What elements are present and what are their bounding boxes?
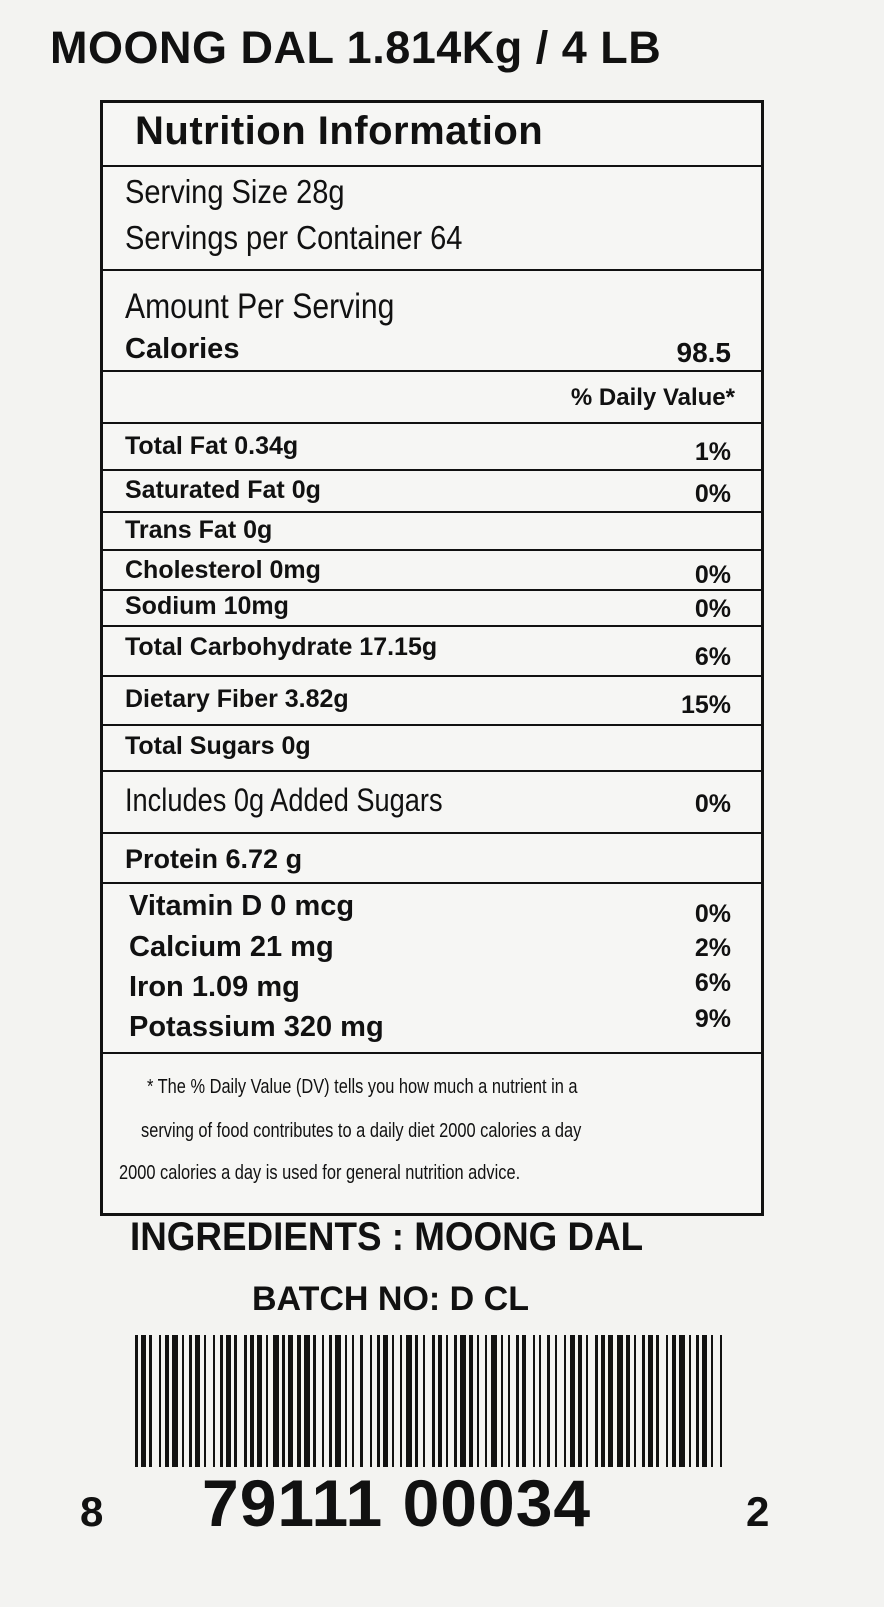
barcode-bar <box>415 1335 418 1467</box>
barcode-bar <box>564 1335 566 1467</box>
barcode-bar <box>595 1335 598 1467</box>
barcode-bar <box>423 1335 425 1467</box>
daily-value-header <box>103 372 761 424</box>
nutrient-row-total-carbohydrate <box>103 627 761 677</box>
calories-label: Calories <box>125 333 240 365</box>
footnote-line: * The % Daily Value (DV) tells you how much a nutrient in a <box>147 1076 578 1098</box>
barcode-bar <box>244 1335 247 1467</box>
barcode-bar <box>555 1335 557 1467</box>
barcode-bar <box>666 1335 668 1467</box>
nutrition-panel <box>100 100 764 1216</box>
barcode-bar <box>634 1335 636 1467</box>
barcode-bar <box>516 1335 519 1467</box>
panel-heading-row <box>103 103 761 167</box>
added-sugars-label: Includes 0g Added Sugars <box>125 782 443 818</box>
barcode-bar <box>360 1335 363 1467</box>
barcode-bar <box>392 1335 394 1467</box>
nutrient-label: Total Sugars 0g <box>125 732 311 760</box>
barcode-bar <box>257 1335 262 1467</box>
protein-label: Protein 6.72 g <box>125 844 303 874</box>
barcode-bar <box>720 1335 722 1467</box>
barcode-bar <box>432 1335 435 1467</box>
barcode-bar <box>460 1335 466 1467</box>
vitamin-d-dv: 0% <box>694 900 731 928</box>
barcode-bar <box>159 1335 161 1467</box>
barcode-bar <box>329 1335 332 1467</box>
barcode-bar <box>522 1335 526 1467</box>
product-title: MOONG DAL 1.814Kg / 4 LB <box>50 22 662 73</box>
added-sugars-dv: 0% <box>694 790 731 818</box>
barcode-bar <box>141 1335 146 1467</box>
barcode-bar <box>377 1335 380 1467</box>
barcode-bar <box>189 1335 192 1467</box>
barcode-bar <box>570 1335 575 1467</box>
panel-heading: Nutrition Information <box>135 109 544 153</box>
barcode-bar <box>226 1335 231 1467</box>
nutrient-label: Cholesterol 0mg <box>125 556 321 584</box>
nutrient-label: Total Carbohydrate 17.15g <box>125 633 438 661</box>
barcode-bar <box>149 1335 152 1467</box>
barcode-bar <box>672 1335 676 1467</box>
daily-value-heading: % Daily Value* <box>570 384 735 411</box>
barcode-bar <box>648 1335 653 1467</box>
barcode-bar <box>642 1335 645 1467</box>
barcode-bar <box>322 1335 324 1467</box>
calcium-dv: 2% <box>694 934 731 962</box>
barcode-bar <box>617 1335 623 1467</box>
nutrient-row-total-sugars <box>103 726 761 772</box>
barcode-bar <box>304 1335 310 1467</box>
barcode-bar <box>533 1335 535 1467</box>
footnote-line: serving of food contributes to a daily diet 2000 calories a day <box>141 1120 582 1142</box>
amount-per-serving: Amount Per Serving <box>125 287 395 326</box>
nutrient-dv: 1% <box>694 438 731 466</box>
vitamin-d-label: Vitamin D 0 mcg <box>129 890 355 922</box>
barcode-bar <box>370 1335 372 1467</box>
barcode-bar <box>352 1335 354 1467</box>
batch-number: BATCH NO: D CL <box>252 1280 529 1318</box>
nutrient-row-cholesterol <box>103 551 761 591</box>
barcode-bar <box>135 1335 138 1467</box>
barcode-bar <box>446 1335 448 1467</box>
barcode-bar <box>679 1335 685 1467</box>
nutrient-row-sodium <box>103 591 761 627</box>
barcode-bar <box>702 1335 707 1467</box>
barcode-bar <box>195 1335 200 1467</box>
nutrient-label: Dietary Fiber 3.82g <box>125 685 349 713</box>
barcode-bar <box>406 1335 412 1467</box>
nutrient-label: Saturated Fat 0g <box>125 476 321 504</box>
barcode-bar <box>204 1335 206 1467</box>
barcode-bar <box>485 1335 487 1467</box>
barcode-number: 79111 00034 <box>202 1466 592 1540</box>
nutrient-label: Trans Fat 0g <box>125 516 273 544</box>
serving-info <box>103 167 761 271</box>
barcode-first-digit: 8 <box>80 1488 104 1535</box>
barcode-last-digit: 2 <box>746 1488 770 1535</box>
barcode-bar <box>696 1335 699 1467</box>
barcode <box>135 1335 727 1467</box>
barcode-bar <box>345 1335 347 1467</box>
nutrient-dv: 0% <box>694 480 731 508</box>
serving-size: Serving Size 28g <box>125 173 345 210</box>
barcode-bar <box>313 1335 316 1467</box>
barcode-bar <box>454 1335 457 1467</box>
barcode-bar <box>601 1335 605 1467</box>
barcode-bar <box>608 1335 613 1467</box>
barcode-bar <box>383 1335 388 1467</box>
servings-per-container: Servings per Container 64 <box>125 219 463 256</box>
nutrient-dv: 0% <box>694 595 731 623</box>
iron-dv: 6% <box>694 969 731 997</box>
barcode-bar <box>547 1335 550 1467</box>
nutrient-row-saturated-fat <box>103 471 761 513</box>
nutrient-label: Sodium 10mg <box>125 592 289 620</box>
vitamins-minerals <box>103 884 761 1054</box>
barcode-bar <box>438 1335 442 1467</box>
nutrient-dv: 6% <box>694 643 731 671</box>
barcode-bar <box>297 1335 301 1467</box>
nutrient-dv: 0% <box>694 561 731 589</box>
nutrient-row-trans-fat <box>103 513 761 551</box>
footnote <box>103 1054 761 1216</box>
barcode-bar <box>501 1335 503 1467</box>
barcode-bar <box>578 1335 582 1467</box>
footnote-line: 2000 calories a day is used for general nutrition advice. <box>119 1162 521 1184</box>
nutrient-label: Total Fat 0.34g <box>125 432 299 460</box>
ingredients: INGREDIENTS : MOONG DAL <box>130 1215 644 1259</box>
barcode-bar <box>491 1335 497 1467</box>
barcode-bar <box>508 1335 510 1467</box>
barcode-bar <box>400 1335 402 1467</box>
barcode-bar <box>711 1335 713 1467</box>
barcode-bar <box>626 1335 630 1467</box>
barcode-bar <box>165 1335 169 1467</box>
barcode-bar <box>266 1335 268 1467</box>
calcium-label: Calcium 21 mg <box>129 931 334 963</box>
barcode-bar <box>335 1335 341 1467</box>
barcode-bar <box>250 1335 254 1467</box>
barcode-bar <box>539 1335 541 1467</box>
potassium-label: Potassium 320 mg <box>129 1011 384 1043</box>
nutrient-dv: 15% <box>680 691 731 719</box>
nutrient-row-total-fat <box>103 424 761 471</box>
barcode-bar <box>273 1335 279 1467</box>
barcode-bar <box>220 1335 223 1467</box>
nutrient-row-dietary-fiber <box>103 677 761 726</box>
barcode-bar <box>477 1335 479 1467</box>
barcode-bar <box>469 1335 473 1467</box>
barcode-bar <box>689 1335 691 1467</box>
added-sugars-row <box>103 772 761 834</box>
barcode-bar <box>172 1335 178 1467</box>
calories-section <box>103 271 761 372</box>
calories-value: 98.5 <box>676 337 731 368</box>
barcode-bar <box>213 1335 215 1467</box>
barcode-bar <box>586 1335 588 1467</box>
barcode-bar <box>282 1335 285 1467</box>
barcode-bar <box>656 1335 659 1467</box>
barcode-bar <box>234 1335 237 1467</box>
iron-label: Iron 1.09 mg <box>129 971 300 1003</box>
barcode-bar <box>182 1335 184 1467</box>
potassium-dv: 9% <box>694 1005 731 1033</box>
protein-row <box>103 834 761 884</box>
barcode-bar <box>288 1335 293 1467</box>
